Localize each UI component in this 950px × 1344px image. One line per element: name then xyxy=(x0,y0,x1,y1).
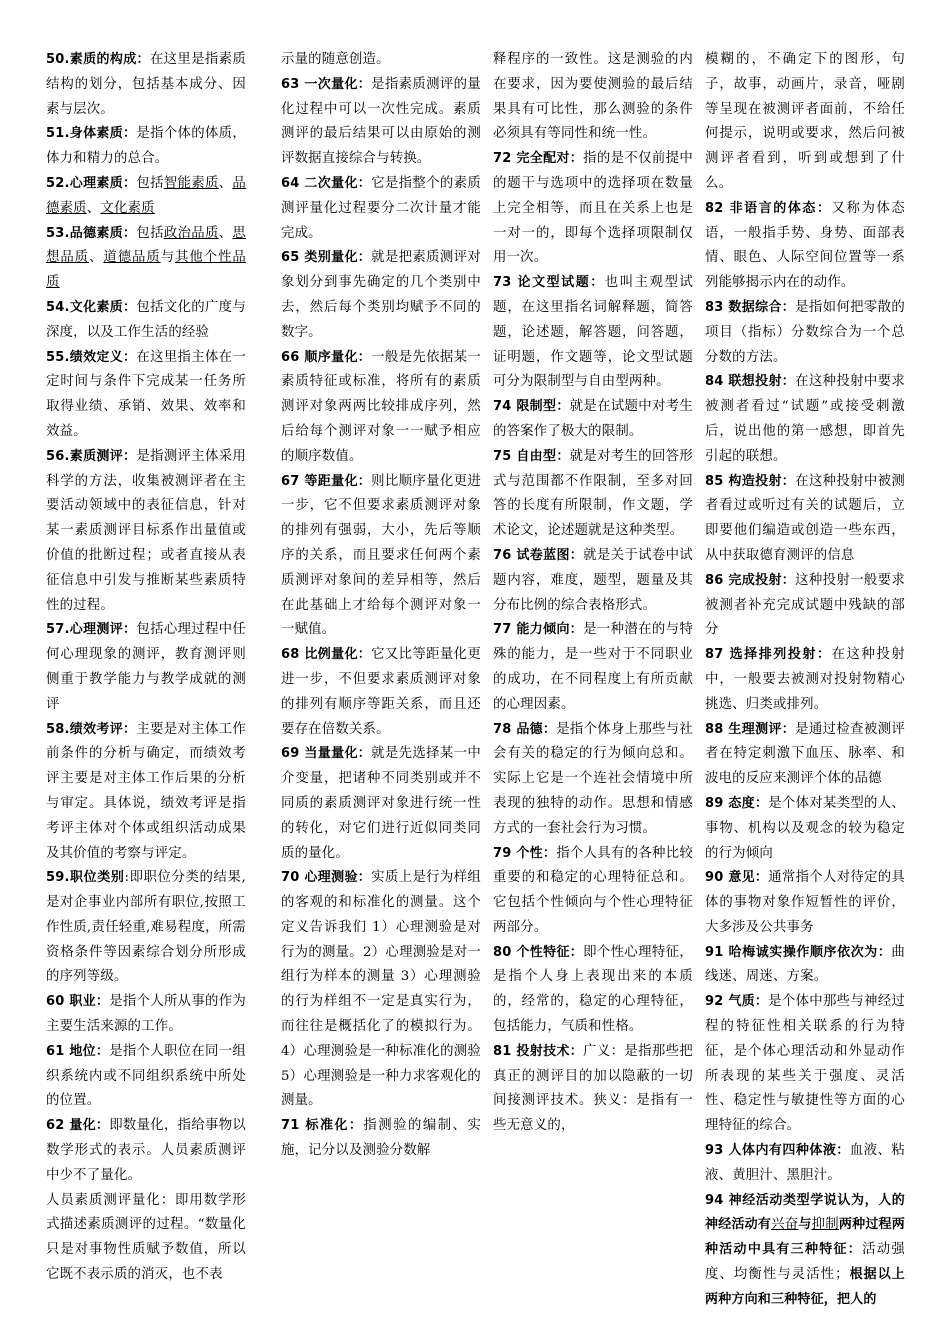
entry-text: 在这里指主体在一定时间与条件下完成某一任务所取得业绩、承销、效果、效率和效益。 xyxy=(46,349,246,439)
glossary-entry xyxy=(493,271,693,395)
glossary-entry xyxy=(705,1139,905,1189)
glossary-entry xyxy=(705,941,905,991)
entry-underlined-text: 品德素质 xyxy=(46,175,246,216)
entry-text: 是指个人所从事的作为主要生活来源的工作。 xyxy=(46,994,247,1035)
entry-term: 63 一次量化： xyxy=(281,76,372,92)
entry-text: 实质上是行为样组的客观的和标准化的测量。这个定义告诉我们 1）心理测验是对行为的测量。2）心理测验是对一组行为样本的测量 3）心理测验的行为样组不一定是真实行为，而往往是概括化了的模拟行为。4）心理测验是一种标准化的测验 5）心理测验是一种力求客观化的测量。 xyxy=(281,870,481,1109)
glossary-entry xyxy=(493,842,693,941)
entry-text: 广义：是指那些把真正的测评目的加以隐蔽的一切间接测评技术。狭义：是指有一些无意义的， xyxy=(493,1043,693,1134)
entry-term: 80 个性特征： xyxy=(493,944,584,960)
entry-text: 即数量化，指给事物以数学形式的表示。人员素质测评中少不了量化。 xyxy=(46,1118,247,1183)
entry-term: 89 态度： xyxy=(705,795,769,811)
glossary-entry xyxy=(705,197,905,296)
entry-text: 是指个人职位在同一组织系统内或不同组织系统中所处的位置。 xyxy=(46,1043,247,1109)
entry-text: 、 xyxy=(218,225,233,241)
glossary-entry xyxy=(705,718,905,792)
entry-term: 69 当量量化： xyxy=(281,746,372,762)
entry-term: 75 自由型： xyxy=(493,448,570,464)
entry-term: 74 限制型： xyxy=(493,399,570,415)
glossary-entry xyxy=(705,643,905,717)
entry-underlined-text: 文化素质 xyxy=(100,200,155,216)
glossary-entry xyxy=(281,346,481,470)
entry-text: 、 xyxy=(89,250,104,266)
entry-text: 就是对考生的回答形式与范围都不作限制，至多对回答的长度有所限制，作文题，学术论文，论述题就是这种类型。 xyxy=(493,448,693,539)
entry-term: 64 二次量化： xyxy=(281,175,372,191)
glossary-entry xyxy=(281,742,481,866)
entry-term: 78 品德： xyxy=(493,721,557,737)
entry-text: 血液、粘液、黄胆汁、黑胆汁。 xyxy=(705,1143,905,1183)
glossary-entry xyxy=(705,470,905,569)
entry-text: 人员素质测评量化：即用数学形式描述素质测评的过程。“数量化只是对事物性质赋予数值，所以它既不表示质的消灭，也不表 xyxy=(46,1192,246,1283)
entry-term: 93 人体内有四种体液： xyxy=(705,1143,850,1159)
entry-text: 包括 xyxy=(136,175,164,191)
entry-term: 94 神经活动类型学说认为，人的神经活动有 xyxy=(705,1192,905,1233)
glossary-entry xyxy=(493,941,693,1040)
entry-term: 90 意见： xyxy=(705,870,769,886)
glossary-entry xyxy=(46,172,246,222)
entry-term: 67 等距量化： xyxy=(281,473,372,489)
entry-text: 就是关于试卷中试题内容，难度，题型，题量及其分布比例的综合表格形式。 xyxy=(493,547,693,613)
glossary-entry xyxy=(281,470,481,644)
entry-underlined-text: 道德品质 xyxy=(103,250,161,266)
entry-term: 68 比例量化： xyxy=(281,647,372,663)
entry-text: 通常指个人对待定的具体的事物对象作短暂性的评价，大多涉及公共事务 xyxy=(705,870,906,935)
entry-term: 91 哈梅诚实操作顺序依次为： xyxy=(705,944,892,960)
glossary-entry xyxy=(46,346,246,445)
glossary-entry xyxy=(281,643,481,742)
text-column-4 xyxy=(705,48,905,1313)
entry-term: 83 数据综合： xyxy=(705,299,796,315)
glossary-entry xyxy=(493,1040,693,1139)
entry-text: 、 xyxy=(218,175,233,191)
glossary-entry xyxy=(493,445,693,544)
glossary-entry xyxy=(46,866,246,990)
entry-text: 包括文化的广度与深度，以及工作生活的经验 xyxy=(46,299,246,340)
glossary-entry xyxy=(46,445,246,619)
entry-text: 释程序的一致性。这是测验的内在要求，因为要使测验的最后结果具有可比性，那么测验的条件必须具有等同性和统一性。 xyxy=(493,52,693,142)
entry-text: 就是把素质测评对象划分到事先确定的几个类别中去，然后每个类别均赋予不同的数字。 xyxy=(281,250,481,340)
text-column-1 xyxy=(46,48,246,1288)
entry-text: 活动强度、均衡性与灵活性； xyxy=(705,1242,905,1283)
glossary-entry xyxy=(493,147,693,271)
entry-text: 是指素质测评的量化过程中可以一次性完成。素质测评的最后结果可以由原始的测评数据直接综合与转换。 xyxy=(281,76,481,167)
glossary-entry xyxy=(493,395,693,445)
entry-text: 、 xyxy=(86,200,101,216)
entry-text: 则比顺序量化更进一步，它不但要求素质测评对象的排列有强弱，大小，先后等顺序的关系，而且要求任何两个素质测评对象间的差异相等，然后在此基础上才给每个测评对象一一赋值。 xyxy=(281,473,481,638)
entry-underlined-text: 抑制 xyxy=(811,1217,839,1233)
glossary-entry xyxy=(493,718,693,842)
entry-term: 与 xyxy=(798,1217,812,1233)
glossary-entry xyxy=(46,122,246,172)
glossary-entry xyxy=(705,48,905,197)
glossary-entry xyxy=(46,296,246,346)
glossary-entry xyxy=(281,73,481,172)
glossary-entry xyxy=(46,222,246,296)
entry-underlined-text: 政治品质 xyxy=(163,225,219,241)
entry-text: 示量的随意创造。 xyxy=(281,52,390,67)
entry-text: 是指测评主体采用科学的方法，收集被测评者在主要活动领域中的表征信息，针对某一素质测评目标系作出量值或价值的批断过程；或者直接从表征信息中引发与推断某些素质特性的过程。 xyxy=(46,448,246,613)
glossary-entry xyxy=(46,1040,246,1114)
glossary-entry xyxy=(705,370,905,469)
entry-term: 85 构造投射： xyxy=(705,473,796,489)
entry-term: 61 地位： xyxy=(46,1043,110,1059)
glossary-entry xyxy=(705,866,905,940)
glossary-entry xyxy=(493,618,693,717)
entry-term: 58.绩效考评： xyxy=(46,721,137,737)
entry-term: 79 个性： xyxy=(493,845,557,861)
entry-term: 51.身体素质： xyxy=(46,126,137,142)
glossary-entry xyxy=(705,792,905,866)
entry-term: 52.心理素质： xyxy=(46,175,137,191)
entry-term: 86 完成投射： xyxy=(705,572,796,588)
entry-term: 60 职业： xyxy=(46,994,110,1010)
entry-term: 70 心理测验： xyxy=(281,870,372,886)
entry-text: 与 xyxy=(160,250,176,266)
entry-term: 66 顺序量化： xyxy=(281,349,372,365)
entry-text: 就是在试题中对考生的答案作了极大的限制。 xyxy=(493,399,693,439)
entry-text: 是指个体的体质，体力和精力的总合。 xyxy=(46,126,246,167)
entry-text: 就是先选择某一中介变量，把诸种不同类别或并不同质的素质测评对象进行统一性的转化，对它们进行近似同类同质的量化。 xyxy=(281,746,481,861)
entry-text: 模糊的，不确定下的图形，句子，故事，动画片，录音，哑剧等呈现在被测评者面前，不给任何提示，说明或要求，然后问被测评者看到，听到或想到了什么。 xyxy=(705,52,905,191)
entry-text: 指测验的编制、实施，记分以及测验分数解 xyxy=(281,1118,481,1159)
entry-term: 56.素质测评： xyxy=(46,448,137,464)
entry-term: 87 选择排列投射： xyxy=(705,647,832,663)
entry-term: 81 投射技术： xyxy=(493,1043,584,1059)
entry-text: 在这种投射中被测者看过或听过有关的试题后，立即要他们编造或创造一些东西，从中获取德育测评的信息 xyxy=(705,473,905,563)
glossary-entry xyxy=(705,569,905,643)
glossary-entry xyxy=(281,866,481,1114)
entry-text: 在这里是指素质结构的划分，包括基本成分、因素与层次。 xyxy=(46,52,246,117)
entry-term: 55.绩效定义： xyxy=(46,349,137,365)
glossary-entry xyxy=(705,296,905,370)
glossary-entry xyxy=(493,48,693,147)
entry-term: 73 论文型试题： xyxy=(493,275,605,291)
entry-text: 这种投射一般要求被测者补充完成试题中残缺的部分 xyxy=(705,572,905,638)
entry-text: 是个体对某类型的人、事物、机构以及观念的较为稳定的行为倾向 xyxy=(705,795,906,861)
entry-text: 指的是不仅前提中的题干与选项中的选择项在数量上完全相等，而且在关系上也是一对一的，即每个选择项限制仅用一次。 xyxy=(493,151,693,266)
entry-text: 又称为体态语，一般指手势、身势、面部表情、眼色、人际空间位置等一系列能够揭示内在的动作。 xyxy=(705,200,906,291)
entry-text: 一般是先依据某一素质特征或标准，将所有的素质测评对象两两比较排成序列，然后给每个测评对象一一赋予相应的顺序数值。 xyxy=(281,349,481,464)
entry-term: 72 完全配对： xyxy=(493,151,584,167)
entry-text: 它又比等距量化更进一步，不但要求素质测评对象的排列有顺序等距关系，而且还要存在倍数关系。 xyxy=(281,647,481,737)
glossary-entry xyxy=(493,544,693,618)
entry-term: 57.心理测评： xyxy=(46,622,137,638)
entry-term: 50.素质的构成： xyxy=(46,52,150,67)
entry-text: 包括心理过程中任何心理现象的测评，教育测评则侧重于教学能力与教学成就的测评 xyxy=(46,622,246,712)
glossary-entry xyxy=(281,246,481,345)
entry-text: 是指如何把零散的项目（指标）分数综合为一个总分数的方法。 xyxy=(705,299,905,365)
entry-term: 65 类别量化： xyxy=(281,250,372,266)
entry-text: 指个人具有的各种比较重要的和稳定的心理特征总和。它包括个性倾向与个性心理特征两部分。 xyxy=(493,845,694,935)
glossary-entry xyxy=(281,172,481,246)
entry-underlined-text: 兴奋 xyxy=(771,1217,799,1233)
entry-term: 根据以上两种方向和三种特征，把人的 xyxy=(705,1267,905,1307)
entry-text: 它是指整个的素质测评量化过程要分二次计量才能完成。 xyxy=(281,175,481,241)
glossary-entry xyxy=(46,1114,246,1188)
entry-term: 62 量化： xyxy=(46,1118,110,1134)
entry-term: 59.职位类别 xyxy=(46,870,125,886)
entry-term: 71 标准化： xyxy=(281,1118,364,1134)
entry-text: 是指个体身上那些与社会有关的稳定的行为倾向总和。实际上它是一个连社会情境中所表现的独特的动作。思想和情感方式的一套社会行为习惯。 xyxy=(493,721,694,836)
glossary-entry xyxy=(705,990,905,1139)
glossary-entry xyxy=(46,718,246,867)
glossary-entry xyxy=(705,1189,905,1313)
text-column-2 xyxy=(281,48,481,1164)
entry-term: 两种过程两种活动中具有三种特征： xyxy=(705,1217,905,1258)
glossary-entry xyxy=(46,1189,246,1288)
entry-text: 主要是对主体工作前条件的分析与确定，而绩效考评主要是对主体工作后果的分析与审定。具体说，绩效考评是指考评主体对个体或组织活动成果及其价值的考察与评定。 xyxy=(46,721,246,861)
entry-term: 53.品德素质： xyxy=(46,225,137,241)
entry-text: 即个性心理特征，是指个人身上表现出来的本质的，经常的，稳定的心理特征，包括能力，气质和性格。 xyxy=(493,944,693,1035)
entry-term: 77 能力倾向： xyxy=(493,622,584,638)
glossary-entry xyxy=(281,1114,481,1164)
entry-text: 是个体中那些与神经过程的特征性相关联系的行为特征，是个体心理活动和外显动作所表现的某些关于强度、灵活性、稳定性与敏捷性等方面的心理特征的综合。 xyxy=(705,994,906,1134)
entry-underlined-text: 智能素质 xyxy=(163,175,219,191)
entry-text: 在这种投射中，一般要去被测对投射物精心挑选、归类或排列。 xyxy=(705,647,906,712)
entry-term: 92 气质： xyxy=(705,994,769,1010)
glossary-entry xyxy=(46,618,246,717)
text-column-3 xyxy=(493,48,693,1139)
entry-text: :即职位分类的结果,是对企事业内部所有职位,按照工作性质,责任轻重,难易程度，所需资格条件等因素综合划分所形成的序列等级。 xyxy=(46,870,246,985)
entry-term: 88 生理测评： xyxy=(705,721,796,737)
entry-text: 是通过检查被测评者在特定刺激下血压、脉率、和波电的反应来测评个体的品德 xyxy=(705,721,905,787)
entry-text: 包括 xyxy=(136,225,164,241)
entry-text: 在这种投射中要求被测者看过“试题”或接受刺激后，说出他的第一感想，即首先引起的联想。 xyxy=(705,374,905,464)
entry-text: 是一种潜在的与特殊的能力，是一些对于不同职业的成功，在不同程度上有所贡献的心理因素。 xyxy=(493,622,693,712)
entry-text: 也叫主观型试题，在这里指名词解释题，简答题，论述题，解答题，问答题，证明题，作文题等，论文型试题可分为限制型与自由型两种。 xyxy=(493,275,694,390)
glossary-entry xyxy=(281,48,481,73)
glossary-entry xyxy=(46,990,246,1040)
entry-term: 76 试卷蓝图： xyxy=(493,547,584,563)
entry-text: 曲线迷、周迷、方案。 xyxy=(705,944,905,985)
entry-term: 82 非语言的体态： xyxy=(705,200,832,216)
glossary-entry xyxy=(46,48,246,122)
entry-underlined-text: 其他个性品质 xyxy=(46,250,247,291)
entry-underlined-text: 思想品质 xyxy=(46,225,246,266)
entry-term: 84 联想投射： xyxy=(705,374,796,390)
entry-term: 54.文化素质： xyxy=(46,299,137,315)
